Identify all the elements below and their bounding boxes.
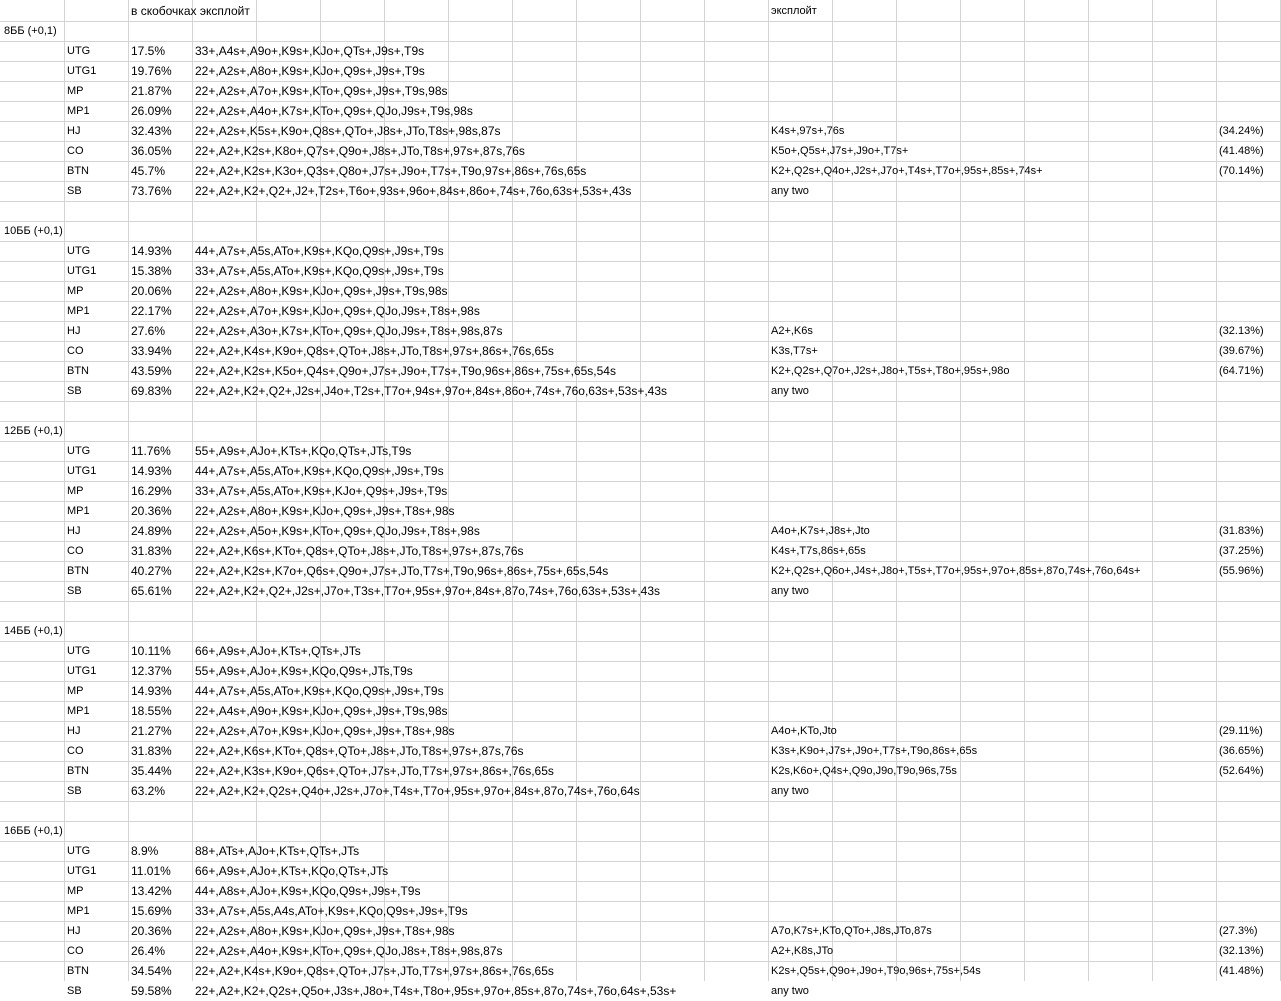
- section-label[interactable]: 12ББ (+0,1): [4, 425, 63, 437]
- range-cell[interactable]: 22+,A2+,K6s+,KTo+,Q8s+,QTo+,J8s+,JTo,T8s+,97s+,87s,76s: [195, 544, 524, 558]
- exploit-percent-cell[interactable]: (31.83%): [1219, 525, 1264, 537]
- percent-cell[interactable]: 10.11%: [131, 644, 171, 658]
- range-cell[interactable]: 22+,A2s+,A7o+,K9s+,KJo+,Q9s+,J9s+,T8s+,98s: [195, 724, 455, 738]
- range-cell[interactable]: 22+,A2s+,A4o+,K7s+,KTo+,Q9s+,QJo,J9s+,T9s,98s: [195, 104, 473, 118]
- position-cell[interactable]: BTN: [67, 165, 89, 177]
- percent-cell[interactable]: 11.76%: [131, 444, 171, 458]
- range-cell[interactable]: 44+,A7s+,A5s,ATo+,K9s+,KQo,Q9s+,J9s+,T9s: [195, 244, 444, 258]
- exploit-percent-cell[interactable]: (55.96%): [1219, 565, 1264, 577]
- table-row: [0, 741, 1281, 761]
- percent-cell[interactable]: 21.27%: [131, 724, 172, 738]
- table-row: [0, 561, 1281, 581]
- table-row: [0, 121, 1281, 141]
- exploit-percent-cell[interactable]: (32.13%): [1219, 945, 1264, 957]
- header-exploit-title[interactable]: эксплойт: [771, 5, 817, 17]
- range-cell[interactable]: 66+,A9s+,AJo+,KTs+,QTs+,JTs: [195, 644, 361, 658]
- exploit-range-cell[interactable]: K4s+,97s+,76s: [771, 125, 845, 137]
- percent-cell[interactable]: 27.6%: [131, 324, 166, 338]
- percent-cell[interactable]: 40.27%: [131, 564, 172, 578]
- percent-cell[interactable]: 14.93%: [131, 464, 172, 478]
- position-cell[interactable]: MP1: [67, 505, 90, 517]
- table-row: [0, 941, 1281, 961]
- position-cell[interactable]: BTN: [67, 965, 89, 977]
- percent-cell[interactable]: 13.42%: [131, 884, 172, 898]
- exploit-range-cell[interactable]: any two: [771, 185, 809, 197]
- exploit-range-cell[interactable]: A4o+,K7s+,J8s+,Jto: [771, 525, 870, 537]
- position-cell[interactable]: HJ: [67, 325, 81, 337]
- percent-cell[interactable]: 33.94%: [131, 344, 172, 358]
- table-row: [0, 181, 1281, 201]
- range-cell[interactable]: 22+,A2s+,A4o+,K9s+,KTo+,Q9s+,QJo,J8s+,T8s+,98s,87s: [195, 944, 503, 958]
- position-cell[interactable]: SB: [67, 185, 82, 197]
- position-cell[interactable]: UTG1: [67, 465, 97, 477]
- position-cell[interactable]: HJ: [67, 725, 81, 737]
- percent-cell[interactable]: 14.93%: [131, 244, 172, 258]
- table-row: [0, 141, 1281, 161]
- position-cell[interactable]: HJ: [67, 925, 81, 937]
- position-cell[interactable]: SB: [67, 985, 82, 997]
- percent-cell[interactable]: 31.83%: [131, 544, 172, 558]
- section-header-row: [0, 821, 1281, 841]
- table-row: [0, 61, 1281, 81]
- exploit-percent-cell[interactable]: (36.65%): [1219, 745, 1264, 757]
- range-cell[interactable]: 55+,A9s+,AJo+,K9s+,KQo,Q9s+,JTs,T9s: [195, 664, 413, 678]
- exploit-percent-cell[interactable]: (39.67%): [1219, 345, 1264, 357]
- range-cell[interactable]: 22+,A2+,K2s+,K3o+,Q3s+,Q8o+,J7s+,J9o+,T7s+,T9o,97s+,86s+,76s,65s: [195, 164, 587, 178]
- section-label[interactable]: 14ББ (+0,1): [4, 625, 63, 637]
- section-label[interactable]: 10ББ (+0,1): [4, 225, 63, 237]
- table-row: [0, 241, 1281, 261]
- position-cell[interactable]: UTG: [67, 645, 91, 657]
- position-cell[interactable]: BTN: [67, 765, 89, 777]
- range-cell[interactable]: 22+,A2s+,A8o+,K9s+,KJo+,Q9s+,J9s+,T8s+,98s: [195, 504, 455, 518]
- percent-cell[interactable]: 20.36%: [131, 504, 172, 518]
- exploit-percent-cell[interactable]: (64.71%): [1219, 365, 1264, 377]
- range-cell[interactable]: 22+,A2s+,A7o+,K9s+,KJo+,Q9s+,QJo,J9s+,T8s+,98s: [195, 304, 480, 318]
- table-row: [0, 261, 1281, 281]
- percent-cell[interactable]: 26.4%: [131, 944, 166, 958]
- position-cell[interactable]: MP: [67, 85, 84, 97]
- exploit-range-cell[interactable]: A4o+,KTo,Jto: [771, 725, 837, 737]
- exploit-range-cell[interactable]: K2+,Q2s+,Q7o+,J2s+,J8o+,T5s+,T8o+,95s+,98o: [771, 365, 1010, 377]
- range-cell[interactable]: 22+,A4s+,A9o+,K9s+,KJo+,Q9s+,J9s+,T9s,98s: [195, 704, 448, 718]
- table-row: [0, 301, 1281, 321]
- percent-cell[interactable]: 12.37%: [131, 664, 172, 678]
- range-cell[interactable]: 22+,A2+,K3s+,K9o+,Q6s+,QTo+,J7s+,JTo,T7s+,97s+,86s+,76s,65s: [195, 764, 554, 778]
- section-header-row: [0, 421, 1281, 441]
- percent-cell[interactable]: 18.55%: [131, 704, 172, 718]
- range-cell[interactable]: 22+,A2s+,A5o+,K9s+,KTo+,Q9s+,QJo,J9s+,T8s+,98s: [195, 524, 480, 538]
- exploit-range-cell[interactable]: any two: [771, 785, 809, 797]
- range-cell[interactable]: 22+,A2+,K2s+,K5o+,Q4s+,Q9o+,J7s+,J9o+,T7s+,T9o,96s+,86s+,75s+,65s,54s: [195, 364, 616, 378]
- table-row: [0, 761, 1281, 781]
- table-row: [0, 701, 1281, 721]
- position-cell[interactable]: MP: [67, 685, 84, 697]
- exploit-range-cell[interactable]: K5o+,Q5s+,J7s+,J9o+,T7s+: [771, 145, 909, 157]
- position-cell[interactable]: SB: [67, 585, 82, 597]
- position-cell[interactable]: CO: [67, 745, 84, 757]
- percent-cell[interactable]: 21.87%: [131, 84, 172, 98]
- percent-cell[interactable]: 65.61%: [131, 584, 172, 598]
- percent-cell[interactable]: 73.76%: [131, 184, 172, 198]
- exploit-range-cell[interactable]: K2s,K6o+,Q4s+,Q9o,J9o,T9o,96s,75s: [771, 765, 957, 777]
- position-cell[interactable]: HJ: [67, 125, 81, 137]
- exploit-percent-cell[interactable]: (34.24%): [1219, 125, 1264, 137]
- table-row: [0, 921, 1281, 941]
- table-row: [0, 501, 1281, 521]
- exploit-percent-cell[interactable]: (37.25%): [1219, 545, 1264, 557]
- table-row: [0, 41, 1281, 61]
- exploit-range-cell[interactable]: K3s+,K9o+,J7s+,J9o+,T7s+,T9o,86s+,65s: [771, 745, 978, 757]
- percent-cell[interactable]: 36.05%: [131, 144, 172, 158]
- exploit-percent-cell[interactable]: (70.14%): [1219, 165, 1264, 177]
- range-cell[interactable]: 22+,A2+,K2+,Q2+,J2s+,J7o+,T3s+,T7o+,95s+,97o+,84s+,87o,74s+,76o,63s+,53s+,43s: [195, 584, 661, 598]
- exploit-range-cell[interactable]: A7o,K7s+,KTo,QTo+,J8s,JTo,87s: [771, 925, 932, 937]
- range-cell[interactable]: 44+,A7s+,A5s,ATo+,K9s+,KQo,Q9s+,J9s+,T9s: [195, 464, 444, 478]
- percent-cell[interactable]: 22.17%: [131, 304, 172, 318]
- section-label[interactable]: 8ББ (+0,1): [4, 25, 57, 37]
- percent-cell[interactable]: 20.36%: [131, 924, 172, 938]
- exploit-percent-cell[interactable]: (29.11%): [1219, 725, 1263, 737]
- percent-cell[interactable]: 34.54%: [131, 964, 172, 978]
- range-cell[interactable]: 44+,A8s+,AJo+,K9s+,KQo,Q9s+,J9s+,T9s: [195, 884, 421, 898]
- percent-cell[interactable]: 19.76%: [131, 64, 172, 78]
- range-cell[interactable]: 22+,A2+,K2+,Q2s+,Q4o+,J2s+,J7o+,T4s+,T7o+,95s+,97o+,84s+,87o,74s+,76o,64s: [195, 784, 640, 798]
- percent-cell[interactable]: 16.29%: [131, 484, 172, 498]
- table-row: [0, 581, 1281, 601]
- table-row: [0, 101, 1281, 121]
- table-row: [0, 481, 1281, 501]
- position-cell[interactable]: BTN: [67, 565, 89, 577]
- percent-cell[interactable]: 26.09%: [131, 104, 172, 118]
- percent-cell[interactable]: 14.93%: [131, 684, 172, 698]
- range-cell[interactable]: 33+,A7s+,A5s,ATo+,K9s+,KJo+,Q9s+,J9s+,T9s: [195, 484, 448, 498]
- position-cell[interactable]: UTG: [67, 445, 91, 457]
- percent-cell[interactable]: 63.2%: [131, 784, 166, 798]
- header-row: [0, 1, 1281, 21]
- table-row: [0, 161, 1281, 181]
- percent-cell[interactable]: 11.01%: [131, 864, 171, 878]
- table-row: [0, 861, 1281, 881]
- range-cell[interactable]: 22+,A2+,K2s+,K8o+,Q7s+,Q9o+,J8s+,JTo,T8s+,97s+,87s,76s: [195, 144, 525, 158]
- exploit-range-cell[interactable]: A2+,K6s: [771, 325, 813, 337]
- position-cell[interactable]: SB: [67, 385, 82, 397]
- section-header-row: [0, 221, 1281, 241]
- position-cell[interactable]: MP1: [67, 905, 90, 917]
- header-range-title[interactable]: в скобочках эксплойт: [131, 4, 250, 18]
- range-cell[interactable]: 44+,A7s+,A5s,ATo+,K9s+,KQo,Q9s+,J9s+,T9s: [195, 684, 444, 698]
- position-cell[interactable]: UTG: [67, 245, 91, 257]
- percent-cell[interactable]: 32.43%: [131, 124, 172, 138]
- position-cell[interactable]: CO: [67, 145, 84, 157]
- table-row: [0, 521, 1281, 541]
- percent-cell[interactable]: 43.59%: [131, 364, 172, 378]
- exploit-range-cell[interactable]: K2+,Q2s+,Q4o+,J2s+,J7o+,T4s+,T7o+,95s+,85s+,74s+: [771, 165, 1043, 177]
- percent-cell[interactable]: 35.44%: [131, 764, 172, 778]
- position-cell[interactable]: MP: [67, 885, 84, 897]
- percent-cell[interactable]: 31.83%: [131, 744, 172, 758]
- exploit-range-cell[interactable]: K4s+,T7s,86s+,65s: [771, 545, 866, 557]
- table-row: [0, 961, 1281, 981]
- position-cell[interactable]: UTG: [67, 45, 91, 57]
- percent-cell[interactable]: 69.83%: [131, 384, 172, 398]
- range-cell[interactable]: 22+,A2+,K2+,Q2s+,Q5o+,J3s+,J8o+,T4s+,T8o+,95s+,97o+,85s+,87o,74s+,76o,64s+,53s+: [195, 984, 677, 998]
- range-cell[interactable]: 22+,A2s+,A8o+,K9s+,KJo+,Q9s+,J9s+,T9s,98s: [195, 284, 448, 298]
- section-header-row: [0, 21, 1281, 41]
- position-cell[interactable]: BTN: [67, 365, 89, 377]
- table-row: [0, 321, 1281, 341]
- table-row: [0, 881, 1281, 901]
- percent-cell[interactable]: 24.89%: [131, 524, 172, 538]
- position-cell[interactable]: UTG1: [67, 65, 97, 77]
- table-row: [0, 461, 1281, 481]
- percent-cell[interactable]: 15.38%: [131, 264, 172, 278]
- table-row: [0, 381, 1281, 401]
- exploit-percent-cell[interactable]: (52.64%): [1219, 765, 1264, 777]
- position-cell[interactable]: CO: [67, 945, 84, 957]
- position-cell[interactable]: UTG: [67, 845, 91, 857]
- table-row: [0, 341, 1281, 361]
- position-cell[interactable]: UTG1: [67, 665, 97, 677]
- exploit-range-cell[interactable]: any two: [771, 385, 809, 397]
- percent-cell[interactable]: 15.69%: [131, 904, 172, 918]
- table-row: [0, 981, 1281, 1001]
- section-label[interactable]: 16ББ (+0,1): [4, 825, 63, 837]
- exploit-percent-cell[interactable]: (32.13%): [1219, 325, 1264, 337]
- percent-cell[interactable]: 20.06%: [131, 284, 172, 298]
- table-row: [0, 541, 1281, 561]
- range-cell[interactable]: 33+,A7s+,A5s,ATo+,K9s+,KQo,Q9s+,J9s+,T9s: [195, 264, 444, 278]
- position-cell[interactable]: MP1: [67, 105, 90, 117]
- range-cell[interactable]: 22+,A2+,K2+,Q2+,J2s+,J4o+,T2s+,T7o+,94s+,97o+,84s+,86o+,74s+,76o,63s+,53s+,43s: [195, 384, 668, 398]
- table-row: [0, 441, 1281, 461]
- table-row: [0, 781, 1281, 801]
- range-cell[interactable]: 22+,A2+,K4s+,K9o+,Q8s+,QTo+,J7s+,JTo,T7s+,97s+,86s+,76s,65s: [195, 964, 554, 978]
- range-cell[interactable]: 33+,A4s+,A9o+,K9s+,KJo+,QTs+,J9s+,T9s: [195, 44, 425, 58]
- position-cell[interactable]: UTG1: [67, 865, 97, 877]
- position-cell[interactable]: MP: [67, 485, 84, 497]
- position-cell[interactable]: MP1: [67, 705, 90, 717]
- table-row: [0, 361, 1281, 381]
- table-row: [0, 841, 1281, 861]
- position-cell[interactable]: HJ: [67, 525, 81, 537]
- range-cell[interactable]: 22+,A2+,K6s+,KTo+,Q8s+,QTo+,J8s+,JTo,T8s+,97s+,87s,76s: [195, 744, 524, 758]
- exploit-range-cell[interactable]: any two: [771, 985, 809, 997]
- exploit-percent-cell[interactable]: (27.3%): [1219, 925, 1258, 937]
- range-cell[interactable]: 66+,A9s+,AJo+,KTs+,KQo,QTs+,JTs: [195, 864, 389, 878]
- position-cell[interactable]: MP1: [67, 305, 90, 317]
- table-row: [0, 81, 1281, 101]
- exploit-percent-cell[interactable]: (41.48%): [1219, 965, 1264, 977]
- exploit-range-cell[interactable]: K2+,Q2s+,Q6o+,J4s+,J8o+,T5s+,T7o+,95s+,97o+,85s+,87o,74s+,76o,64s+: [771, 565, 1141, 577]
- position-cell[interactable]: UTG1: [67, 265, 97, 277]
- table-row: [0, 681, 1281, 701]
- table-row: [0, 281, 1281, 301]
- range-cell[interactable]: 22+,A2+,K4s+,K9o+,Q8s+,QTo+,J8s+,JTo,T8s+,97s+,86s+,76s,65s: [195, 344, 554, 358]
- percent-cell[interactable]: 45.7%: [131, 164, 166, 178]
- percent-cell[interactable]: 59.58%: [131, 984, 172, 998]
- position-cell[interactable]: CO: [67, 545, 84, 557]
- table-row: [0, 661, 1281, 681]
- range-cell[interactable]: 33+,A7s+,A5s,A4s,ATo+,K9s+,KQo,Q9s+,J9s+,T9s: [195, 904, 468, 918]
- range-cell[interactable]: 22+,A2s+,A3o+,K7s+,KTo+,Q9s+,QJo,J9s+,T8s+,98s,87s: [195, 324, 503, 338]
- percent-cell[interactable]: 17.5%: [131, 44, 166, 58]
- range-cell[interactable]: 22+,A2+,K2+,Q2+,J2+,T2s+,T6o+,93s+,96o+,84s+,86o+,74s+,76o,63s+,53s+,43s: [195, 184, 632, 198]
- range-cell[interactable]: 22+,A2s+,A8o+,K9s+,KJo+,Q9s+,J9s+,T9s: [195, 64, 425, 78]
- position-cell[interactable]: SB: [67, 785, 82, 797]
- exploit-range-cell[interactable]: any two: [771, 585, 809, 597]
- exploit-range-cell[interactable]: K2s+,Q5s+,Q9o+,J9o+,T9o,96s+,75s+,54s: [771, 965, 981, 977]
- table-row: [0, 901, 1281, 921]
- percent-cell[interactable]: 8.9%: [131, 844, 159, 858]
- range-cell[interactable]: 22+,A2s+,A7o+,K9s+,KTo+,Q9s+,J9s+,T9s,98s: [195, 84, 448, 98]
- range-cell[interactable]: 22+,A2s+,K5s+,K9o+,Q8s+,QTo+,J8s+,JTo,T8s+,98s,87s: [195, 124, 501, 138]
- range-cell[interactable]: 88+,ATs+,AJo+,KTs+,QTs+,JTs: [195, 844, 360, 858]
- section-header-row: [0, 621, 1281, 641]
- range-cell[interactable]: 55+,A9s+,AJo+,KTs+,KQo,QTs+,JTs,T9s: [195, 444, 412, 458]
- table-row: [0, 721, 1281, 741]
- exploit-range-cell[interactable]: A2+,K8s,JTo: [771, 945, 834, 957]
- range-cell[interactable]: 22+,A2+,K2s+,K7o+,Q6s+,Q9o+,J7s+,JTo,T7s+,T9o,96s+,86s+,75s+,65s,54s: [195, 564, 609, 578]
- position-cell[interactable]: MP: [67, 285, 84, 297]
- exploit-percent-cell[interactable]: (41.48%): [1219, 145, 1264, 157]
- table-row: [0, 641, 1281, 661]
- exploit-range-cell[interactable]: K3s,T7s+: [771, 345, 818, 357]
- range-cell[interactable]: 22+,A2s+,A8o+,K9s+,KJo+,Q9s+,J9s+,T8s+,98s: [195, 924, 455, 938]
- position-cell[interactable]: CO: [67, 345, 84, 357]
